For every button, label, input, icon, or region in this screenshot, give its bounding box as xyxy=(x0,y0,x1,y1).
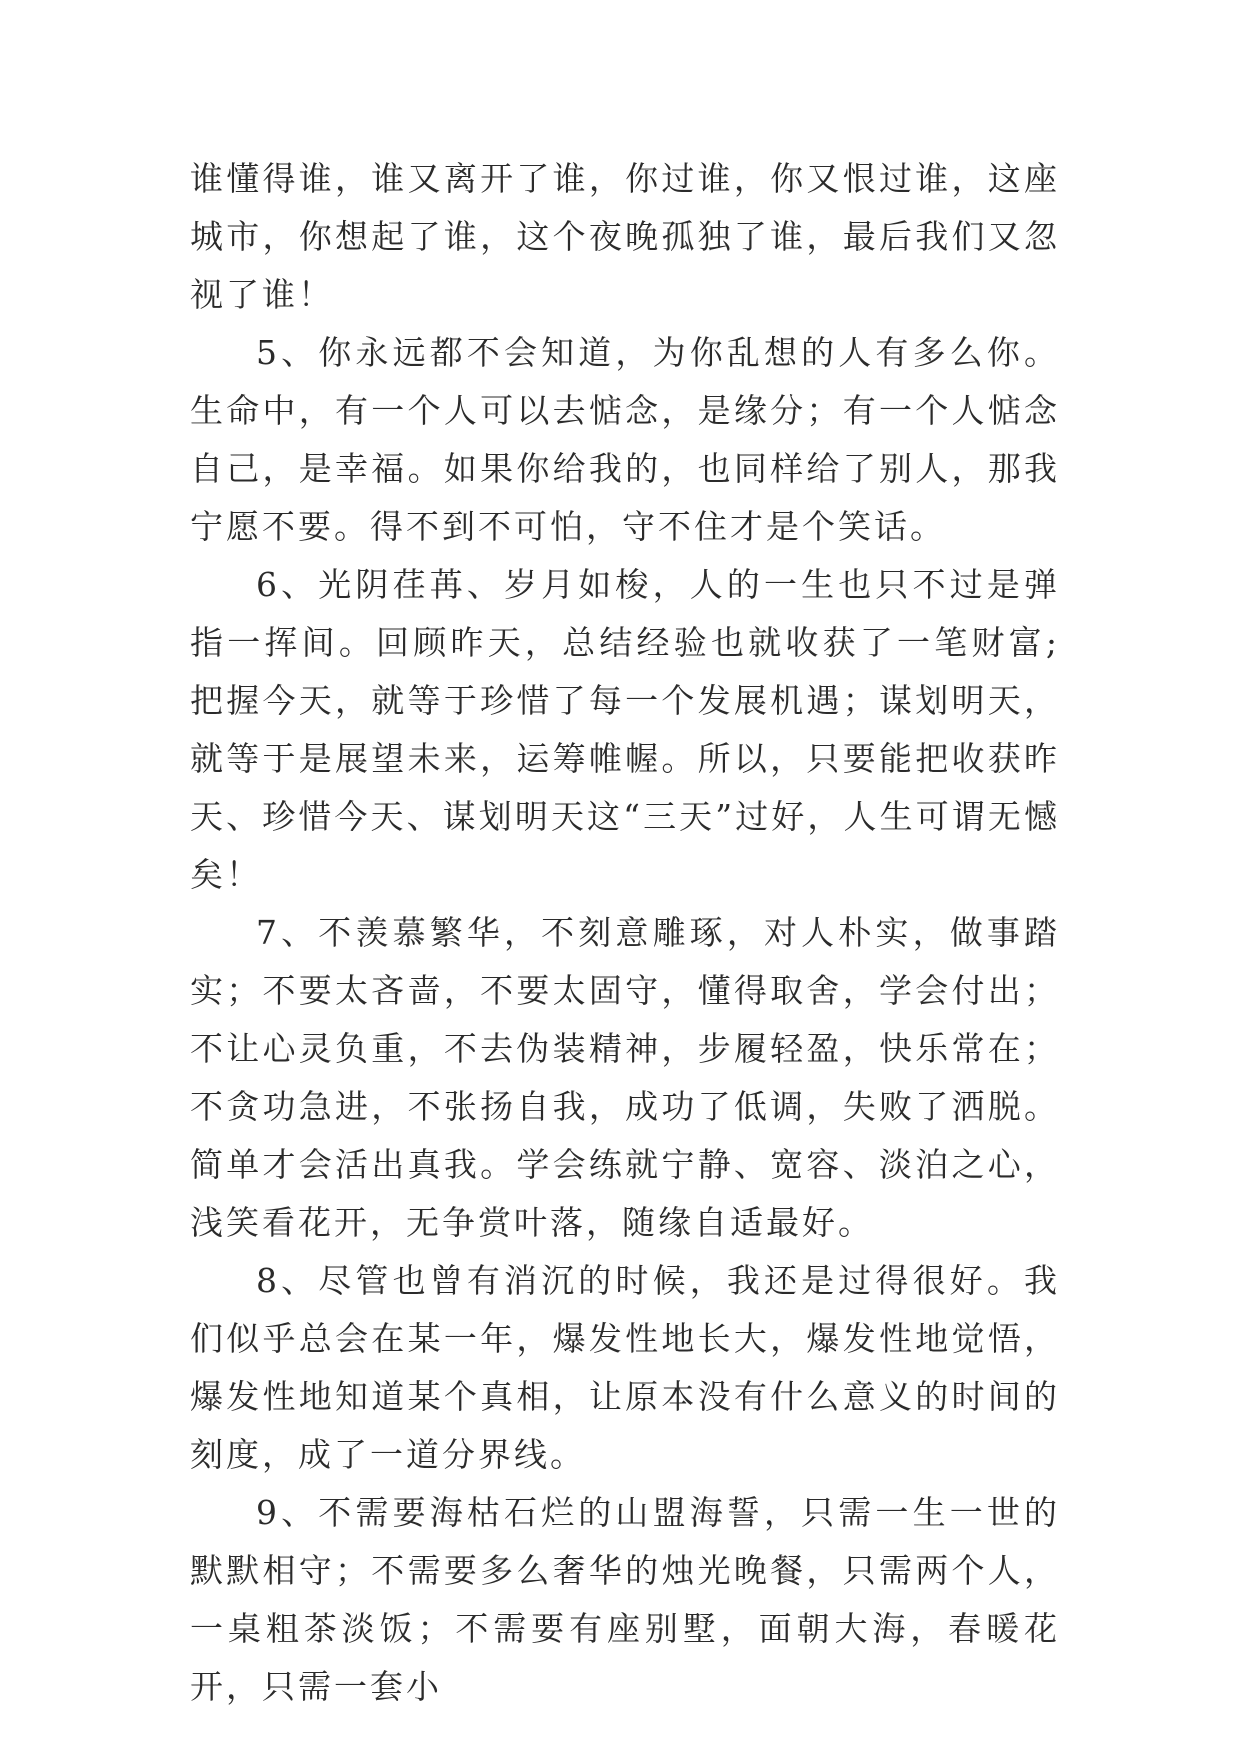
paragraph-8: 8、尽管也曾有消沉的时候，我还是过得很好。我们似乎总会在某一年，爆发性地长大，爆发性地觉悟，爆发性地知道某个真相，让原本没有什么意义的时间的刻度，成了一道分界线。 xyxy=(190,1261,1060,1474)
paragraph-7: 7、不羡慕繁华，不刻意雕琢，对人朴实，做事踏实；不要太吝啬，不要太固守，懂得取舍，学会付出；不让心灵负重，不去伪装精神，步履轻盈，快乐常在；不贪功急进，不张扬自我，成功了低调，失败了洒脱。简单才会活出真我。学会练就宁静、宽容、淡泊之心，浅笑看花开，无争赏叶落，随缘自适最好。 xyxy=(190,913,1060,1242)
paragraph-9: 9、不需要海枯石烂的山盟海誓，只需一生一世的默默相守；不需要多么奢华的烛光晚餐，只需两个人，一桌粗茶淡饭；不需要有座别墅，面朝大海，春暖花开，只需一套小 xyxy=(190,1493,1060,1706)
paragraph-5: 5、你永远都不会知道，为你乱想的人有多么你。生命中，有一个人可以去惦念，是缘分；有一个人惦念自己，是幸福。如果你给我的，也同样给了别人，那我宁愿不要。得不到不可怕，守不住才是个笑话。 xyxy=(190,333,1060,546)
paragraph-continuation: 谁懂得谁，谁又离开了谁，你过谁，你又恨过谁，这座城市，你想起了谁，这个夜晚孤独了谁，最后我们又忽视了谁！ xyxy=(190,159,1060,314)
paragraph-6: 6、光阴荏苒、岁月如梭，人的一生也只不过是弹指一挥间。回顾昨天，总结经验也就收获了一笔财富;把握今天，就等于珍惜了每一个发展机遇；谋划明天，就等于是展望未来，运筹帷幄。所以，只要能把收获昨天、珍惜今天、谋划明天这“三天”过好，人生可谓无憾矣！ xyxy=(190,565,1060,894)
body-text xyxy=(190,150,1060,1716)
